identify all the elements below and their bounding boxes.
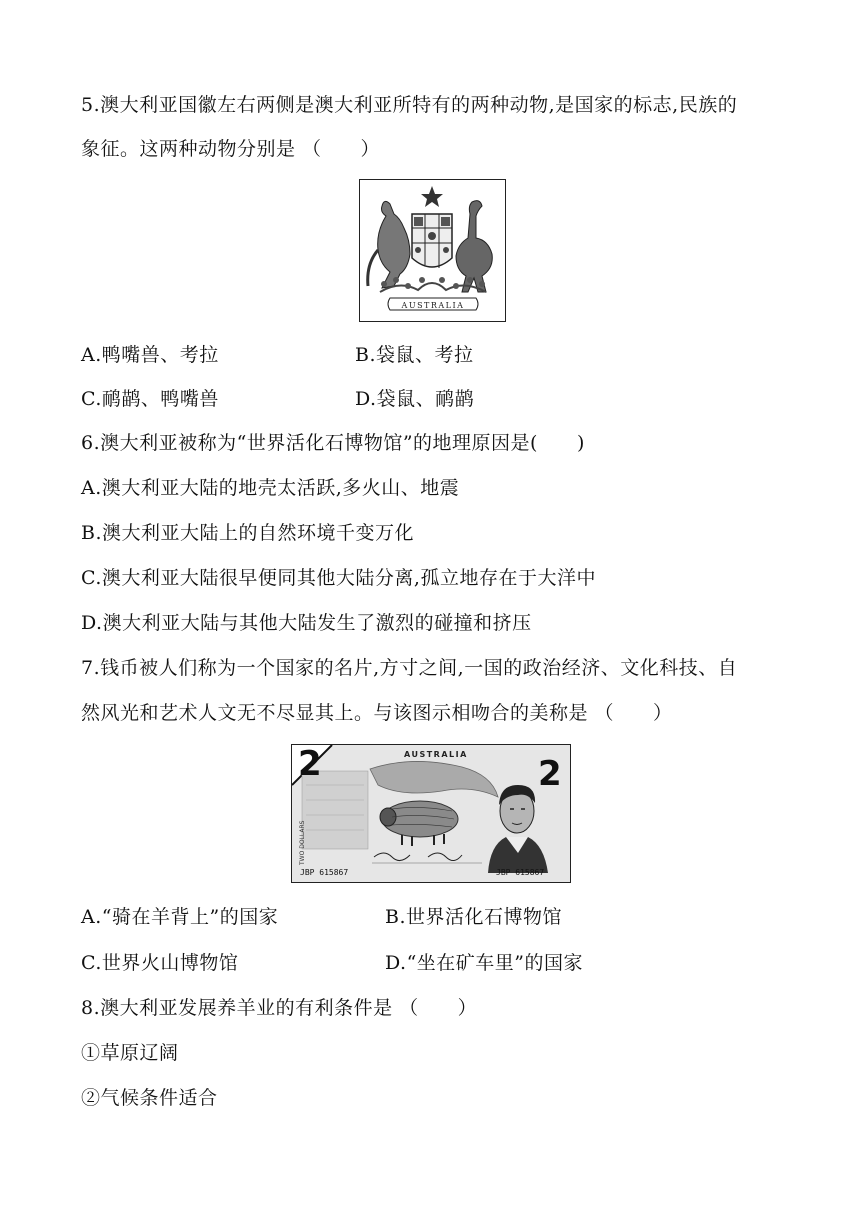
q7-option-a[interactable]: A.“骑在羊背上”的国家	[81, 906, 279, 928]
q5-option-a[interactable]: A.鸭嘴兽、考拉	[81, 344, 219, 366]
q5-stem-line-2: 象征。这两种动物分别是 （ ）	[81, 138, 381, 160]
q6-option-c[interactable]: C.澳大利亚大陆很早便同其他大陆分离,孤立地存在于大洋中	[81, 567, 596, 589]
star-icon	[421, 186, 443, 207]
q5-option-b[interactable]: B.袋鼠、考拉	[355, 344, 474, 366]
coat-of-arms-scroll-text: AUSTRALIA	[401, 301, 465, 310]
banknote-denomination-right: 2	[538, 754, 562, 794]
banknote-side-text: TWO DOLLARS	[299, 820, 306, 865]
q7-option-d[interactable]: D.“坐在矿车里”的国家	[385, 952, 584, 974]
banknote-country-text: AUSTRALIA	[404, 750, 468, 759]
banknote-serial-right: JBP 615867	[496, 868, 545, 877]
q5-option-d[interactable]: D.袋鼠、鸸鹋	[355, 388, 475, 410]
q8-item-1: ①草原辽阔	[81, 1042, 179, 1064]
emu-icon	[456, 201, 492, 292]
q6-stem-line-1: 6.澳大利亚被称为“世界活化石博物馆”的地理原因是( )	[81, 432, 585, 454]
q6-option-a[interactable]: A.澳大利亚大陆的地壳太活跃,多火山、地震	[81, 477, 460, 499]
q7-option-b[interactable]: B.世界活化石博物馆	[385, 906, 563, 928]
q7-stem-line-2: 然风光和艺术人文无不尽显其上。与该图示相吻合的美称是 （ ）	[81, 702, 673, 724]
q6-option-b[interactable]: B.澳大利亚大陆上的自然环境千变万化	[81, 522, 415, 544]
q5-option-c[interactable]: C.鸸鹋、鸭嘴兽	[81, 388, 219, 410]
q8-stem-line-1: 8.澳大利亚发展养羊业的有利条件是 （ ）	[81, 997, 478, 1019]
q7-option-c[interactable]: C.世界火山博物馆	[81, 952, 239, 974]
banknote-denomination-left: 2	[298, 745, 322, 784]
banknote-serial-left: JBP 615867	[300, 868, 349, 877]
australian-two-dollar-banknote-image	[291, 744, 571, 883]
q7-stem-line-1: 7.钱币被人们称为一个国家的名片,方寸之间,一国的政治经济、文化科技、自	[81, 657, 738, 679]
q6-option-d[interactable]: D.澳大利亚大陆与其他大陆发生了激烈的碰撞和挤压	[81, 612, 532, 634]
australia-coat-of-arms-image	[359, 179, 506, 322]
kangaroo-icon	[378, 201, 410, 288]
q5-stem-line-1: 5.澳大利亚国徽左右两侧是澳大利亚所特有的两种动物,是国家的标志,民族的	[81, 94, 738, 116]
q8-item-2: ②气候条件适合	[81, 1087, 218, 1109]
